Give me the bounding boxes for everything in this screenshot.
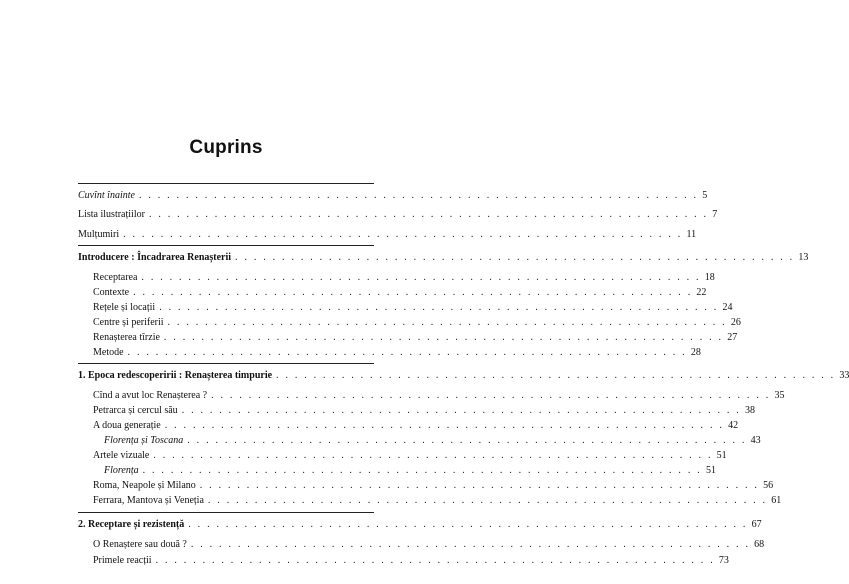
toc-entry: [93, 286, 707, 300]
toc-entry-page: 56: [763, 480, 774, 491]
toc-entry: [93, 479, 774, 493]
toc-entry: [104, 464, 716, 478]
dot-leader: . . . . . . . . . . . . . . . . . . . . . . . . . . . . . . . . . . . . . . . . . . . . . . . . . . . . . . . . . . . .: [181, 405, 741, 416]
toc-entry-page: 33: [839, 370, 849, 381]
dot-leader: . . . . . . . . . . . . . . . . . . . . . . . . . . . . . . . . . . . . . . . . . . . . . . . . . . . . . . . . . . . .: [138, 190, 699, 201]
toc-entry-page: 51: [716, 450, 727, 461]
dot-leader: . . . . . . . . . . . . . . . . . . . . . . . . . . . . . . . . . . . . . . . . . . . . . . . . . . . . . . . . . . . .: [148, 209, 709, 220]
dot-leader: . . . . . . . . . . . . . . . . . . . . . . . . . . . . . . . . . . . . . . . . . . . . . . . . . . . . . . . . . . . .: [211, 390, 771, 401]
toc-entry: [93, 331, 738, 345]
toc-entry-page: 27: [727, 332, 738, 343]
page-title: Cuprins: [189, 137, 263, 158]
toc-entry-page: 7: [712, 209, 718, 220]
dot-leader: . . . . . . . . . . . . . . . . . . . . . . . . . . . . . . . . . . . . . . . . . . . . . . . . . . . . . . . . . . . .: [159, 302, 719, 313]
toc-entry: [93, 538, 765, 552]
toc-entry-page: 61: [771, 495, 782, 506]
toc-entry-page: 67: [751, 519, 762, 530]
toc-entry-page: 5: [702, 190, 708, 201]
dot-leader: . . . . . . . . . . . . . . . . . . . . . . . . . . . . . . . . . . . . . . . . . . . . . . . . . . . . . . . . . . . .: [276, 370, 836, 381]
toc-entry-page: 68: [754, 539, 765, 550]
toc-entry-page: 24: [722, 302, 733, 313]
toc-entry-label: Florența și Toscana: [104, 435, 184, 446]
toc-entry: [78, 189, 708, 203]
toc-entry: [93, 271, 715, 285]
dot-leader: . . . . . . . . . . . . . . . . . . . . . . . . . . . . . . . . . . . . . . . . . . . . . . . . . . . . . . . . . . . .: [141, 272, 701, 283]
dot-leader: . . . . . . . . . . . . . . . . . . . . . . . . . . . . . . . . . . . . . . . . . . . . . . . . . . . . . . . . . . . .: [123, 229, 683, 240]
divider: [78, 363, 374, 364]
toc-entry-page: 11: [686, 229, 697, 240]
toc-entry-label: Centre și periferii: [93, 317, 164, 328]
toc-entry: [104, 434, 761, 448]
dot-leader: . . . . . . . . . . . . . . . . . . . . . . . . . . . . . . . . . . . . . . . . . . . . . . . . . . . . . . . . . . . .: [190, 539, 751, 550]
toc-entry-label: Cînd a avut loc Renașterea ?: [93, 390, 208, 401]
dot-leader: . . . . . . . . . . . . . . . . . . . . . . . . . . . . . . . . . . . . . . . . . . . . . . . . . . . . . . . . . . . .: [163, 332, 724, 343]
toc-entry-label: Florența: [104, 465, 139, 476]
dot-leader: . . . . . . . . . . . . . . . . . . . . . . . . . . . . . . . . . . . . . . . . . . . . . . . . . . . . . . . . . . . .: [164, 420, 725, 431]
dot-leader: . . . . . . . . . . . . . . . . . . . . . . . . . . . . . . . . . . . . . . . . . . . . . . . . . . . . . . . . . . . .: [155, 555, 715, 566]
toc-entry: [93, 404, 755, 418]
toc-entry-label: Introducere : Încadrarea Renașterii: [78, 252, 232, 263]
toc-entry-page: 28: [690, 347, 701, 358]
toc-entry-label: Petrarca și cercul său: [93, 405, 178, 416]
toc-entry: [93, 301, 733, 315]
toc-entry-label: Metode: [93, 347, 124, 358]
toc-entry-page: 22: [696, 287, 707, 298]
toc-entry: [93, 449, 727, 463]
toc-entry: [78, 208, 718, 222]
toc-entry: [93, 494, 782, 508]
toc-entry: [93, 419, 739, 433]
toc-entry: [93, 389, 785, 403]
dot-leader: . . . . . . . . . . . . . . . . . . . . . . . . . . . . . . . . . . . . . . . . . . . . . . . . . . . . . . . . . . . .: [142, 465, 702, 476]
toc-entry-label: Rețele și locații: [93, 302, 156, 313]
toc-entry-label: Roma, Neapole și Milano: [93, 480, 196, 491]
dot-leader: . . . . . . . . . . . . . . . . . . . . . . . . . . . . . . . . . . . . . . . . . . . . . . . . . . . . . . . . . . . .: [167, 317, 727, 328]
toc-entry-label: Renașterea tîrzie: [93, 332, 160, 343]
toc-entry-page: 35: [774, 390, 785, 401]
divider: [78, 183, 374, 184]
toc-entry-page: 18: [704, 272, 715, 283]
dot-leader: . . . . . . . . . . . . . . . . . . . . . . . . . . . . . . . . . . . . . . . . . . . . . . . . . . . . . . . . . . . .: [133, 287, 693, 298]
toc-entry: [93, 316, 741, 330]
toc-entry-label: Primele reacții: [93, 555, 152, 566]
toc-section-heading: [78, 251, 809, 265]
toc-entry-label: Lista ilustrațiilor: [78, 209, 145, 220]
toc-entry-page: 38: [745, 405, 755, 416]
toc-entry-label: Artele vizuale: [93, 450, 150, 461]
toc-entry-page: 13: [798, 252, 809, 263]
divider: [78, 245, 374, 246]
toc-entry-label: Mulțumiri: [78, 229, 120, 240]
toc-entry: [93, 554, 729, 568]
dot-leader: . . . . . . . . . . . . . . . . . . . . . . . . . . . . . . . . . . . . . . . . . . . . . . . . . . . . . . . . . . . .: [127, 347, 687, 358]
toc-entry-page: 51: [705, 465, 716, 476]
toc-entry-page: 26: [730, 317, 741, 328]
toc-entry-label: Receptarea: [93, 272, 138, 283]
toc-entry-label: Contexte: [93, 287, 130, 298]
toc-entry-page: 73: [718, 555, 729, 566]
dot-leader: . . . . . . . . . . . . . . . . . . . . . . . . . . . . . . . . . . . . . . . . . . . . . . . . . . . . . . . . . . . .: [235, 252, 795, 263]
toc-entry: [78, 228, 697, 242]
toc-entry: [93, 346, 701, 360]
dot-leader: . . . . . . . . . . . . . . . . . . . . . . . . . . . . . . . . . . . . . . . . . . . . . . . . . . . . . . . . . . . .: [207, 495, 768, 506]
toc-section-heading: [78, 369, 849, 383]
dot-leader: . . . . . . . . . . . . . . . . . . . . . . . . . . . . . . . . . . . . . . . . . . . . . . . . . . . . . . . . . . . .: [153, 450, 713, 461]
toc-entry-label: 2. Receptare și rezistență: [78, 519, 185, 530]
toc-entry-label: Cuvînt înainte: [78, 190, 135, 201]
toc-entry-label: Ferrara, Mantova și Veneția: [93, 495, 204, 506]
toc-entry-label: 1. Epoca redescoperirii : Renașterea timpurie: [78, 370, 273, 381]
toc-entry-page: 43: [750, 435, 761, 446]
dot-leader: . . . . . . . . . . . . . . . . . . . . . . . . . . . . . . . . . . . . . . . . . . . . . . . . . . . . . . . . . . . .: [188, 519, 748, 530]
toc-entry-page: 42: [728, 420, 739, 431]
dot-leader: . . . . . . . . . . . . . . . . . . . . . . . . . . . . . . . . . . . . . . . . . . . . . . . . . . . . . . . . . . . .: [199, 480, 760, 491]
divider: [78, 512, 374, 513]
toc-entry-label: A doua generație: [93, 420, 161, 431]
toc-entry-label: O Renaștere sau două ?: [93, 539, 187, 550]
dot-leader: . . . . . . . . . . . . . . . . . . . . . . . . . . . . . . . . . . . . . . . . . . . . . . . . . . . . . . . . . . . .: [187, 435, 747, 446]
toc-section-heading: [78, 518, 762, 532]
